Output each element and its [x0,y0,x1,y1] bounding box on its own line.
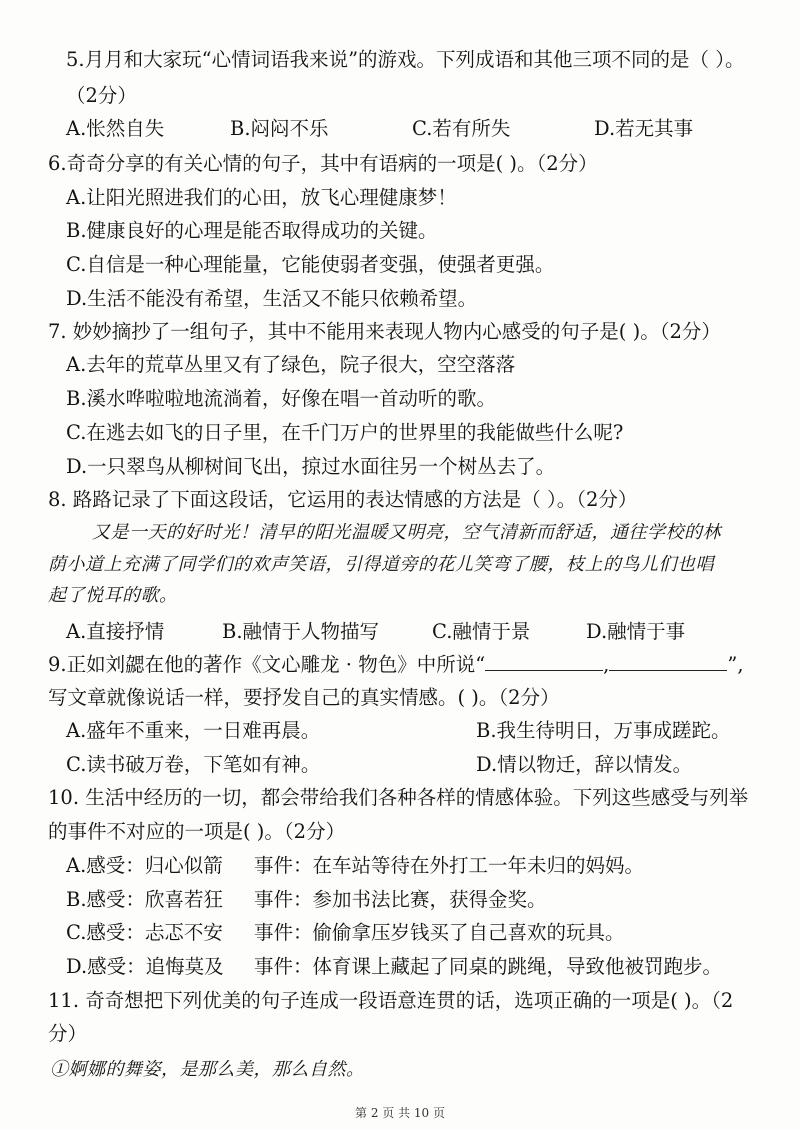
q5-option-b: B.闷闷不乐 [230,117,329,140]
q11-stem-b: 分） [48,1022,88,1045]
q9-option-c: C.读书破万卷，下笔如有神。 [66,753,321,776]
q10-option-c [66,921,625,945]
q10-option-d [66,955,722,979]
q9-stem-b: 写文章就像说话一样，要抒发自己的真实情感。( )。（2分） [48,686,560,709]
q10-option-b [66,888,547,912]
q7-option-a: A.去年的荒草丛里又有了绿色，院子很大，空空落落 [66,353,516,376]
q5-option-d: D.若无其事 [594,117,694,140]
q7-option-b: B.溪水哗啦啦地流淌着，好像在唱一首动听的歌。 [66,387,497,410]
q5-points: （2分） [66,84,137,107]
q10-option-a-feel: A.感受：归心似箭 [66,854,223,877]
q7-option-d: D.一只翠鸟从柳树间飞出，掠过水面往另一个树丛去了。 [66,455,556,478]
q9-stem-line1 [48,652,744,677]
q5-option-c: C.若有所失 [412,117,511,140]
q10-option-b-event: 事件：参加书法比赛，获得金奖。 [254,888,547,911]
q8-passage-line1: 又是一天的好时光！清早的阳光温暖又明亮，空气清新而舒适，通往学校的林 [92,522,721,543]
q10-option-a-event: 事件：在车站等待在外打工一年未归的妈妈。 [254,854,645,877]
q8-stem: 8. 路路记录了下面这段话，它运用的表达情感的方法是（ ）。（2分） [48,488,638,511]
page-number: 第 2 页 共 10 页 [355,1106,445,1120]
q9-stem-a: 9.正如刘勰在他的著作《文心雕龙 · 物色》中所说“ [48,653,486,676]
q7-option-c: C.在逃去如飞的日子里，在千门万户的世界里的我能做些什么呢? [66,421,624,444]
q8-passage-line2: 荫小道上充满了同学们的欢声笑语，引得道旁的花儿笑弯了腰，枝上的鸟儿们也唱 [48,554,714,575]
q6-option-a: A.让阳光照进我们的心田，放飞心理健康梦！ [66,186,457,209]
q5-stem: 5.月月和大家玩“心情词语我来说”的游戏。下列成语和其他三项不同的是（ ）。 [66,48,745,71]
q8-option-b: B.融情于人物描写 [222,620,380,643]
q10-stem-b: 的事件不对应的一项是( )。（2分） [48,820,346,843]
q6-option-c: C.自信是一种心理能量，它能使弱者变强，使强者更强。 [66,253,555,276]
q9-option-a: A.盛年不重来，一日难再晨。 [66,719,321,742]
q8-option-a: A.直接抒情 [66,620,165,643]
q10-option-c-event: 事件：偷偷拿压岁钱买了自己喜欢的玩具。 [254,921,625,944]
q9-comma: , [603,653,610,676]
q6-option-d: D.生活不能没有希望，生活又不能只依赖希望。 [66,287,478,310]
q7-stem: 7. 妙妙摘抄了一组句子，其中不能用来表现人物内心感受的句子是( )。（2分） [48,320,721,343]
q10-option-d-feel: D.感受：追悔莫及 [66,955,224,978]
q9-blank-2[interactable] [609,652,727,671]
q9-blank-1[interactable] [485,652,603,671]
q10-option-c-feel: C.感受：忐忑不安 [66,921,223,944]
q10-option-a [66,854,644,878]
q8-passage-line3: 起了悦耳的歌。 [48,585,178,606]
q5-option-a: A.怅然自失 [66,117,165,140]
q10-stem-a: 10. 生活中经历的一切，都会带给我们各种各样的情感体验。下列这些感受与列举 [48,786,749,809]
q8-option-c: C.融情于景 [432,620,531,643]
q9-option-d: D.情以物迁，辞以情发。 [476,753,693,776]
q8-option-d: D.融情于事 [586,620,686,643]
q6-option-b: B.健康良好的心理是能否取得成功的关键。 [66,219,438,242]
q10-option-d-event: 事件：体育课上藏起了同桌的跳绳，导致他被罚跑步。 [254,955,723,978]
q9-quote-end: ”, [727,653,744,676]
q10-option-b-feel: B.感受：欣喜若狂 [66,888,224,911]
q11-item-1: ①婀娜的舞姿，是那么美，那么自然。 [50,1059,365,1080]
q11-stem-a: 11. 奇奇想把下列优美的句子连成一段语意连贯的话，选项正确的一项是( )。（2 [48,989,734,1012]
q9-option-b: B.我生待明日，万事成蹉跎。 [476,719,731,742]
q6-stem: 6.奇奇分享的有关心情的句子，其中有语病的一项是( )。（2分） [48,152,598,175]
